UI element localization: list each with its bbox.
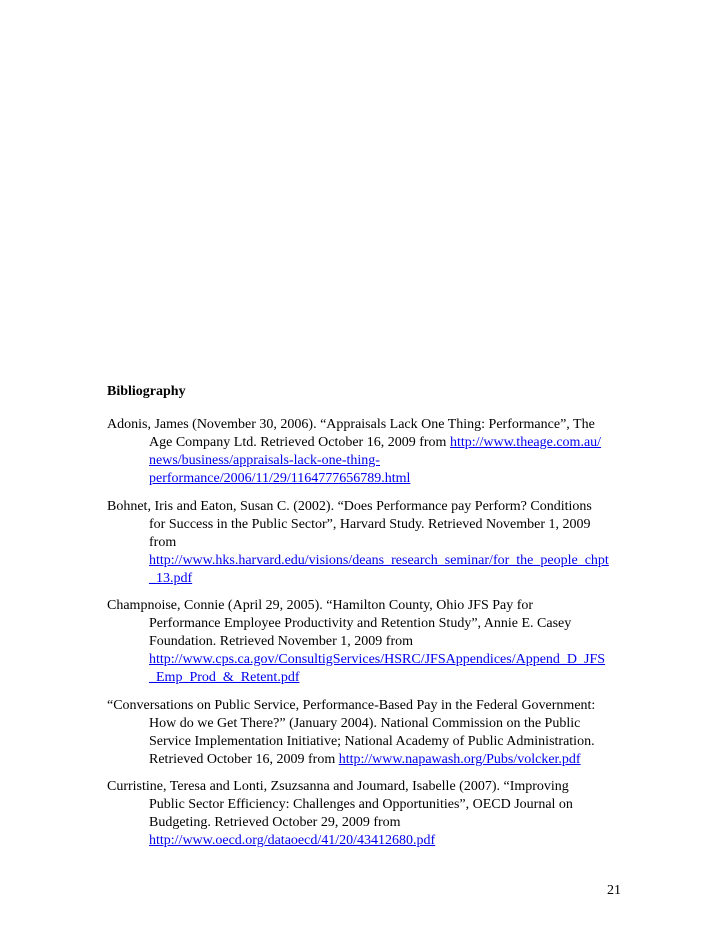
entry-link[interactable]: http://www.hks.harvard.edu/visions/deans_research_seminar/for_the_people_chpt [149,553,609,568]
entry-text-line: Curristine, Teresa and Lonti, Zsuzsanna and Joumard, Isabelle (2007). “Improving [107,779,569,794]
entry-text-line [107,751,627,769]
entry-link-line [107,570,627,588]
entry-link[interactable]: news/business/appraisals-lack-one-thing- [149,453,380,468]
page-number: 21 [607,883,621,898]
entry-text-line: Public Sector Efficiency: Challenges and Opportunities”, OECD Journal on [149,797,573,812]
entry-text-line: from [149,535,177,550]
entry-link-line [107,452,627,470]
entry-text-line: Budgeting. Retrieved October 29, 2009 from [149,815,401,830]
entry-text-line: Performance Employee Productivity and Retention Study”, Annie E. Casey [149,616,572,631]
entry-link-line [107,470,627,488]
entry-text-line: Champnoise, Connie (April 29, 2005). “Hamilton County, Ohio JFS Pay for [107,598,534,613]
entry-text-line: Bohnet, Iris and Eaton, Susan C. (2002). “Does Performance pay Perform? Conditions [107,499,592,514]
entry-text-line: for Success in the Public Sector”, Harvard Study. Retrieved November 1, 2009 [149,517,591,532]
entry-link[interactable]: http://www.cps.ca.gov/ConsultigServices/HSRC/JFSAppendices/Append_D_JFS [149,652,606,667]
bibliography-entry [107,778,627,850]
entry-link-line [107,552,627,570]
bibliography-entry [107,697,627,769]
entry-text-line: Service Implementation Initiative; National Academy of Public Administration. [149,734,595,749]
entry-text: Age Company Ltd. Retrieved October 16, 2009 from [149,435,450,450]
entry-link[interactable]: _Emp_Prod_&_Retent.pdf [149,670,300,685]
entry-text-line: How do we Get There?” (January 2004). National Commission on the Public [149,716,581,731]
bibliography-entry [107,498,627,588]
entry-link[interactable]: http://www.theage.com.au/ [449,435,602,450]
entry-text-line: Foundation. Retrieved November 1, 2009 from [149,634,414,649]
entry-link-line [107,669,627,687]
entry-link-line [107,651,627,669]
entry-text-line [107,434,627,452]
entry-link[interactable]: performance/2006/11/29/1164777656789.html [149,471,411,486]
entry-text-line: “Conversations on Public Service, Performance-Based Pay in the Federal Government: [107,698,596,713]
bibliography-heading: Bibliography [107,384,186,399]
entry-link[interactable]: _13.pdf [149,571,193,586]
entry-link[interactable]: http://www.oecd.org/dataoecd/41/20/43412680.pdf [149,833,436,848]
entry-link[interactable]: http://www.napawash.org/Pubs/volcker.pdf [338,752,581,767]
bibliography-entry [107,416,627,488]
entry-link-line [107,832,627,850]
entry-text: Retrieved October 16, 2009 from [149,752,339,767]
bibliography-entry [107,597,627,687]
entry-text-line: Adonis, James (November 30, 2006). “Appraisals Lack One Thing: Performance”, The [107,417,595,432]
